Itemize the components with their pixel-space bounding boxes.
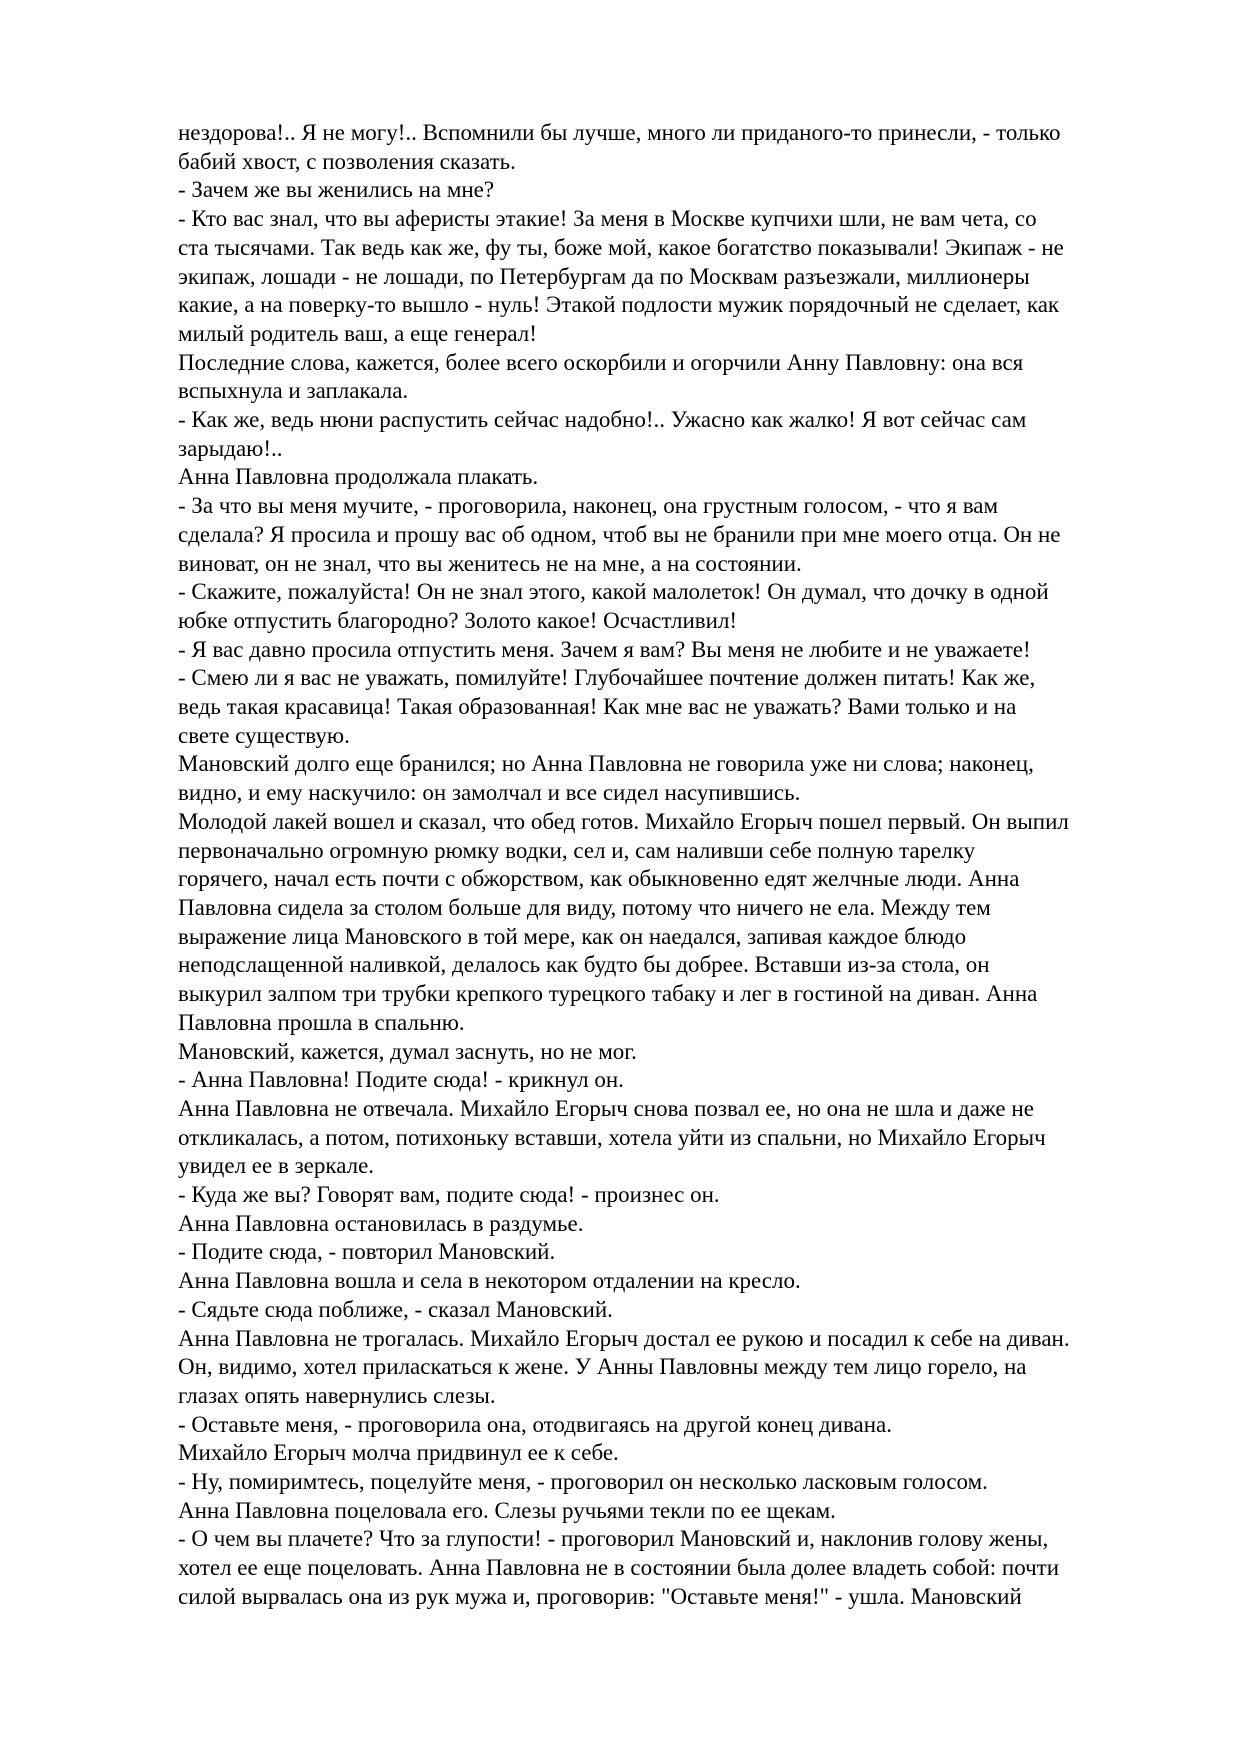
text-line: Мановский, кажется, думал заснуть, но не мог.: [178, 1038, 637, 1064]
text-line: Молодой лакей вошел и сказал, что обед готов. Михайло Егорыч пошел первый. Он выпил: [178, 808, 1069, 834]
text-line: милый родитель ваш, а еще генерал!: [178, 320, 537, 346]
text-line: откликалась, а потом, потихоньку вставши, хотела уйти из спальни, но Михайло Егорыч: [178, 1124, 1046, 1150]
text-line: - Зачем же вы женились на мне?: [178, 177, 495, 203]
text-line: - Смею ли я вас не уважать, помилуйте! Глубочайшее почтение должен питать! Как же,: [178, 665, 1036, 691]
text-line: сделала? Я просила и прошу вас об одном, чтоб вы не бранили при мне моего отца. Он не: [178, 521, 1061, 547]
text-line: - Я вас давно просила отпустить меня. Зачем я вам? Вы меня не любите и не уважаете!: [178, 636, 1031, 662]
text-line: Анна Павловна поцеловала его. Слезы ручьями текли по ее щекам.: [178, 1497, 836, 1523]
text-line: Павловна сидела за столом больше для виду, потому что ничего не ела. Между тем: [178, 894, 991, 920]
text-line: Анна Павловна не отвечала. Михайло Егорыч снова позвал ее, но она не шла и даже не: [178, 1095, 1034, 1121]
text-line: выкурил залпом три трубки крепкого турецкого табаку и лег в гостиной на диван. Анна: [178, 981, 1038, 1007]
text-line: первоначально огромную рюмку водки, сел и, сам наливши себе полную тарелку: [178, 837, 976, 863]
text-line: виноват, он не знал, что вы женитесь не на мне, а на состоянии.: [178, 550, 802, 576]
text-line: выражение лица Мановского в той мере, как он наедался, запивая каждое блюдо: [178, 923, 967, 949]
document-body-text: [178, 119, 1178, 1612]
text-line: видно, и ему наскучило: он замолчал и все сидел насупившись.: [178, 780, 801, 806]
text-line: Анна Павловна остановилась в раздумье.: [178, 1210, 584, 1236]
text-line: - Куда же вы? Говорят вам, подите сюда! - произнес он.: [178, 1182, 720, 1208]
text-line: - Анна Павловна! Подите сюда! - крикнул он.: [178, 1067, 624, 1093]
text-line: бабий хвост, с позволения сказать.: [178, 148, 516, 174]
text-line: Анна Павловна не трогалась. Михайло Егорыч достал ее рукою и посадил к себе на диван.: [178, 1325, 1070, 1351]
text-line: силой вырвалась она из рук мужа и, проговорив: "Оставьте меня!" - ушла. Мановский: [178, 1583, 1022, 1609]
text-line: зарыдаю!..: [178, 435, 283, 461]
text-line: - Кто вас знал, что вы аферисты этакие! За меня в Москве купчихи шли, не вам чета, со: [178, 206, 1037, 232]
text-line: Последние слова, кажется, более всего оскорбили и огорчили Анну Павловну: она вся: [178, 349, 1024, 375]
text-line: - Подите сюда, - повторил Мановский.: [178, 1239, 556, 1265]
text-line: - О чем вы плачете? Что за глупости! - проговорил Мановский и, наклонив голову жены,: [178, 1526, 1049, 1552]
text-line: - Сядьте сюда поближе, - сказал Мановский.: [178, 1296, 613, 1322]
text-line: - Ну, помиримтесь, поцелуйте меня, - проговорил он несколько ласковым голосом.: [178, 1469, 988, 1495]
text-line: юбке отпустить благородно? Золото какое! Осчастливил!: [178, 607, 738, 633]
text-line: хотел ее еще поцеловать. Анна Павловна не в состоянии была долее владеть собой: почти: [178, 1555, 1060, 1581]
text-line: экипаж, лошади - не лошади, по Петербургам да по Москвам разъезжали, миллионеры: [178, 263, 1030, 289]
text-line: ведь такая красавица! Такая образованная! Как мне вас не уважать? Вами только и на: [178, 694, 1017, 720]
text-line: свете существую.: [178, 722, 350, 748]
text-line: Мановский долго еще бранился; но Анна Павловна не говорила уже ни слова; наконец,: [178, 751, 1034, 777]
text-line: Анна Павловна продолжала плакать.: [178, 464, 539, 490]
text-line: нездорова!.. Я не могу!.. Вспомнили бы лучше, много ли приданого-то принесли, - только: [178, 120, 1061, 145]
text-line: Павловна прошла в спальню.: [178, 1009, 465, 1035]
text-line: - Оставьте меня, - проговорила она, отодвигаясь на другой конец дивана.: [178, 1411, 892, 1437]
text-line: неподслащенной наливкой, делалось как будто бы добрее. Вставши из-за стола, он: [178, 952, 990, 978]
text-line: ста тысячами. Так ведь как же, фу ты, боже мой, какое богатство показывали! Экипаж - не: [178, 234, 1064, 260]
text-line: увидел ее в зеркале.: [178, 1153, 375, 1179]
text-line: глазах опять навернулись слезы.: [178, 1382, 496, 1408]
text-line: Михайло Егорыч молча придвинул ее к себе.: [178, 1440, 619, 1466]
text-line: Он, видимо, хотел приласкаться к жене. У Анны Павловны между тем лицо горело, на: [178, 1354, 1027, 1380]
text-line: горячего, начал есть почти с обжорством, как обыкновенно едят желчные люди. Анна: [178, 866, 1020, 892]
text-line: вспыхнула и заплакала.: [178, 378, 409, 404]
text-line: какие, а на поверку-то вышло - нуль! Этакой подлости мужик порядочный не сделает, как: [178, 292, 1060, 318]
text-line: - Как же, ведь нюни распустить сейчас надобно!.. Ужасно как жалко! Я вот сейчас сам: [178, 407, 1027, 433]
text-line: Анна Павловна вошла и села в некотором отдалении на кресло.: [178, 1268, 801, 1294]
text-line: - Скажите, пожалуйста! Он не знал этого, какой малолеток! Он думал, что дочку в одной: [178, 579, 1049, 605]
text-line: - За что вы меня мучите, - проговорила, наконец, она грустным голосом, - что я вам: [178, 493, 999, 519]
